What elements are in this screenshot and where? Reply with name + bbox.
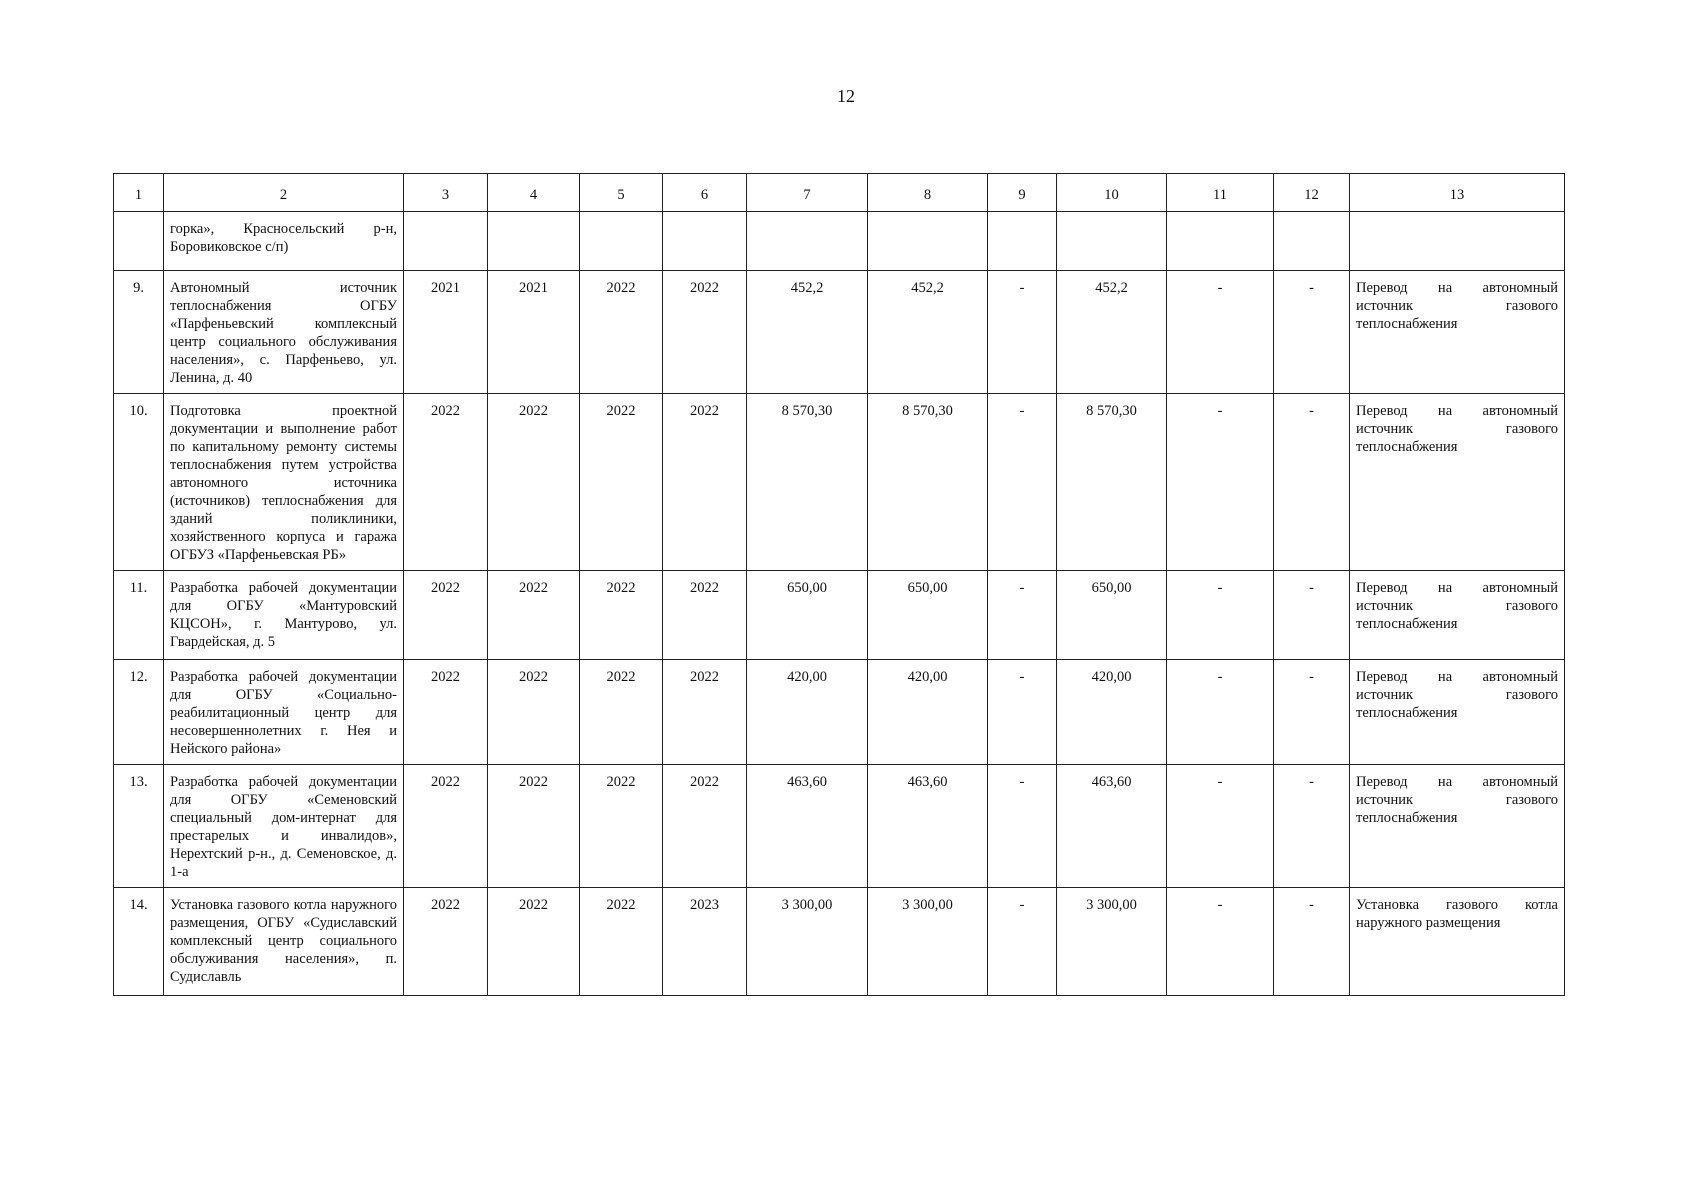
table-cell-col-8: 3 300,00 bbox=[868, 888, 988, 996]
table-cell-col-13: Перевод на автономный источник газового теплоснабжения bbox=[1350, 271, 1565, 394]
table-cell-col-11: - bbox=[1167, 271, 1274, 394]
table-cell-col-5: 2022 bbox=[580, 571, 663, 660]
table-cell-col-4: 2022 bbox=[488, 394, 580, 571]
table-cell-col-4: 2022 bbox=[488, 660, 580, 765]
page-number: 12 bbox=[837, 86, 855, 106]
table-row bbox=[114, 888, 1565, 996]
table-cell-col-7: 3 300,00 bbox=[747, 888, 868, 996]
data-table bbox=[113, 173, 1565, 996]
table-cell-col-9: - bbox=[988, 888, 1057, 996]
table-cell-col-11: - bbox=[1167, 888, 1274, 996]
table-cell-col-1: 14. bbox=[114, 888, 164, 996]
table-cell-col-6: 2022 bbox=[663, 660, 747, 765]
table-cell-col-8 bbox=[868, 212, 988, 271]
table-cell-col-4: 2022 bbox=[488, 765, 580, 888]
table-cell-col-11 bbox=[1167, 212, 1274, 271]
table-cell-col-1: 9. bbox=[114, 271, 164, 394]
table-cell-col-13: Перевод на автономный источник газового теплоснабжения bbox=[1350, 660, 1565, 765]
table-cell-col-10: 463,60 bbox=[1057, 765, 1167, 888]
table-cell-col-5: 2022 bbox=[580, 271, 663, 394]
table-row bbox=[114, 571, 1565, 660]
table-cell-col-9: - bbox=[988, 571, 1057, 660]
table-cell-col-13: Перевод на автономный источник газового теплоснабжения bbox=[1350, 571, 1565, 660]
table-row bbox=[114, 271, 1565, 394]
table-cell-col-13: Перевод на автономный источник газового теплоснабжения bbox=[1350, 394, 1565, 571]
table-cell-col-2: Разработка рабочей документации для ОГБУ «Семеновский специальный дом-интернат для престарелых и инвалидов», Нерехтский р-н., д. Семеновское, д. 1-а bbox=[164, 765, 404, 888]
table-cell-col-7: 650,00 bbox=[747, 571, 868, 660]
table-row bbox=[114, 765, 1565, 888]
table-cell-col-11: - bbox=[1167, 571, 1274, 660]
table-cell-col-9: - bbox=[988, 394, 1057, 571]
table-cell-col-7: 8 570,30 bbox=[747, 394, 868, 571]
column-header-1: 1 bbox=[114, 174, 164, 212]
table-row bbox=[114, 394, 1565, 571]
table-row bbox=[114, 660, 1565, 765]
column-header-4: 4 bbox=[488, 174, 580, 212]
table-cell-col-5: 2022 bbox=[580, 765, 663, 888]
column-header-8: 8 bbox=[868, 174, 988, 212]
table-cell-col-1: 12. bbox=[114, 660, 164, 765]
table-cell-col-3: 2022 bbox=[404, 765, 488, 888]
table-cell-col-2: Подготовка проектной документации и выполнение работ по капитальному ремонту системы теплоснабжения путем устройства автономного источника (источников) теплоснабжения для зданий поликлиники, хозяйственного корпуса и гаража ОГБУЗ «Парфеньевская РБ» bbox=[164, 394, 404, 571]
column-header-3: 3 bbox=[404, 174, 488, 212]
table-cell-col-8: 8 570,30 bbox=[868, 394, 988, 571]
table-cell-col-5: 2022 bbox=[580, 888, 663, 996]
table-cell-col-3: 2022 bbox=[404, 660, 488, 765]
table-cell-col-4: 2021 bbox=[488, 271, 580, 394]
table-cell-col-3: 2022 bbox=[404, 394, 488, 571]
table-cell-col-4: 2022 bbox=[488, 571, 580, 660]
table-cell-col-9: - bbox=[988, 765, 1057, 888]
table-cell-col-9: - bbox=[988, 660, 1057, 765]
table-cell-col-1: 11. bbox=[114, 571, 164, 660]
table-cell-col-10: 650,00 bbox=[1057, 571, 1167, 660]
table-cell-col-5 bbox=[580, 212, 663, 271]
table-cell-col-10: 420,00 bbox=[1057, 660, 1167, 765]
table-cell-col-13 bbox=[1350, 212, 1565, 271]
table-cell-col-2: горка», Красносельский р-н, Боровиковское с/п) bbox=[164, 212, 404, 271]
table-cell-col-10: 452,2 bbox=[1057, 271, 1167, 394]
table-cell-col-12: - bbox=[1274, 888, 1350, 996]
table-cell-col-6 bbox=[663, 212, 747, 271]
column-header-5: 5 bbox=[580, 174, 663, 212]
table-cell-col-9: - bbox=[988, 271, 1057, 394]
table-cell-col-5: 2022 bbox=[580, 394, 663, 571]
header-row bbox=[114, 174, 1565, 212]
table-cell-col-3: 2022 bbox=[404, 571, 488, 660]
table-cell-col-8: 463,60 bbox=[868, 765, 988, 888]
table-cell-col-12: - bbox=[1274, 271, 1350, 394]
table-cell-col-8: 420,00 bbox=[868, 660, 988, 765]
table-cell-col-12: - bbox=[1274, 394, 1350, 571]
table-cell-col-8: 650,00 bbox=[868, 571, 988, 660]
table-cell-col-7: 463,60 bbox=[747, 765, 868, 888]
table-cell-col-6: 2022 bbox=[663, 765, 747, 888]
column-header-13: 13 bbox=[1350, 174, 1565, 212]
column-header-6: 6 bbox=[663, 174, 747, 212]
table-cell-col-11: - bbox=[1167, 394, 1274, 571]
table-cell-col-10: 8 570,30 bbox=[1057, 394, 1167, 571]
column-header-10: 10 bbox=[1057, 174, 1167, 212]
table-cell-col-6: 2022 bbox=[663, 394, 747, 571]
table-cell-col-1 bbox=[114, 212, 164, 271]
table-cell-col-6: 2023 bbox=[663, 888, 747, 996]
table-cell-col-3 bbox=[404, 212, 488, 271]
table-cell-col-2: Автономный источник теплоснабжения ОГБУ «Парфеньевский комплексный центр социального обслуживания населения», с. Парфеньево, ул. Ленина, д. 40 bbox=[164, 271, 404, 394]
table-cell-col-2: Разработка рабочей документации для ОГБУ «Мантуровский КЦСОН», г. Мантурово, ул. Гвардейская, д. 5 bbox=[164, 571, 404, 660]
table-cell-col-4: 2022 bbox=[488, 888, 580, 996]
column-header-12: 12 bbox=[1274, 174, 1350, 212]
table-cell-col-5: 2022 bbox=[580, 660, 663, 765]
table-cell-col-10: 3 300,00 bbox=[1057, 888, 1167, 996]
table-cell-col-9 bbox=[988, 212, 1057, 271]
table-cell-col-12 bbox=[1274, 212, 1350, 271]
column-header-7: 7 bbox=[747, 174, 868, 212]
table-cell-col-6: 2022 bbox=[663, 571, 747, 660]
column-header-2: 2 bbox=[164, 174, 404, 212]
table-cell-col-11: - bbox=[1167, 660, 1274, 765]
table-cell-col-8: 452,2 bbox=[868, 271, 988, 394]
table-cell-col-6: 2022 bbox=[663, 271, 747, 394]
table-cell-col-3: 2021 bbox=[404, 271, 488, 394]
table-cell-col-10 bbox=[1057, 212, 1167, 271]
table-row bbox=[114, 212, 1565, 271]
table-cell-col-13: Установка газового котла наружного размещения bbox=[1350, 888, 1565, 996]
table-cell-col-13: Перевод на автономный источник газового теплоснабжения bbox=[1350, 765, 1565, 888]
column-header-9: 9 bbox=[988, 174, 1057, 212]
table-cell-col-4 bbox=[488, 212, 580, 271]
table-cell-col-7: 420,00 bbox=[747, 660, 868, 765]
column-header-11: 11 bbox=[1167, 174, 1274, 212]
table-cell-col-12: - bbox=[1274, 660, 1350, 765]
table-cell-col-2: Установка газового котла наружного размещения, ОГБУ «Судиславский комплексный центр социального обслуживания населения», п. Судиславль bbox=[164, 888, 404, 996]
table-cell-col-2: Разработка рабочей документации для ОГБУ «Социально-реабилитационный центр для несовершеннолетних г. Нея и Нейского района» bbox=[164, 660, 404, 765]
table-cell-col-12: - bbox=[1274, 765, 1350, 888]
table-cell-col-3: 2022 bbox=[404, 888, 488, 996]
table-cell-col-1: 10. bbox=[114, 394, 164, 571]
table-cell-col-7: 452,2 bbox=[747, 271, 868, 394]
table-cell-col-1: 13. bbox=[114, 765, 164, 888]
table-cell-col-11: - bbox=[1167, 765, 1274, 888]
table-cell-col-12: - bbox=[1274, 571, 1350, 660]
table-cell-col-7 bbox=[747, 212, 868, 271]
